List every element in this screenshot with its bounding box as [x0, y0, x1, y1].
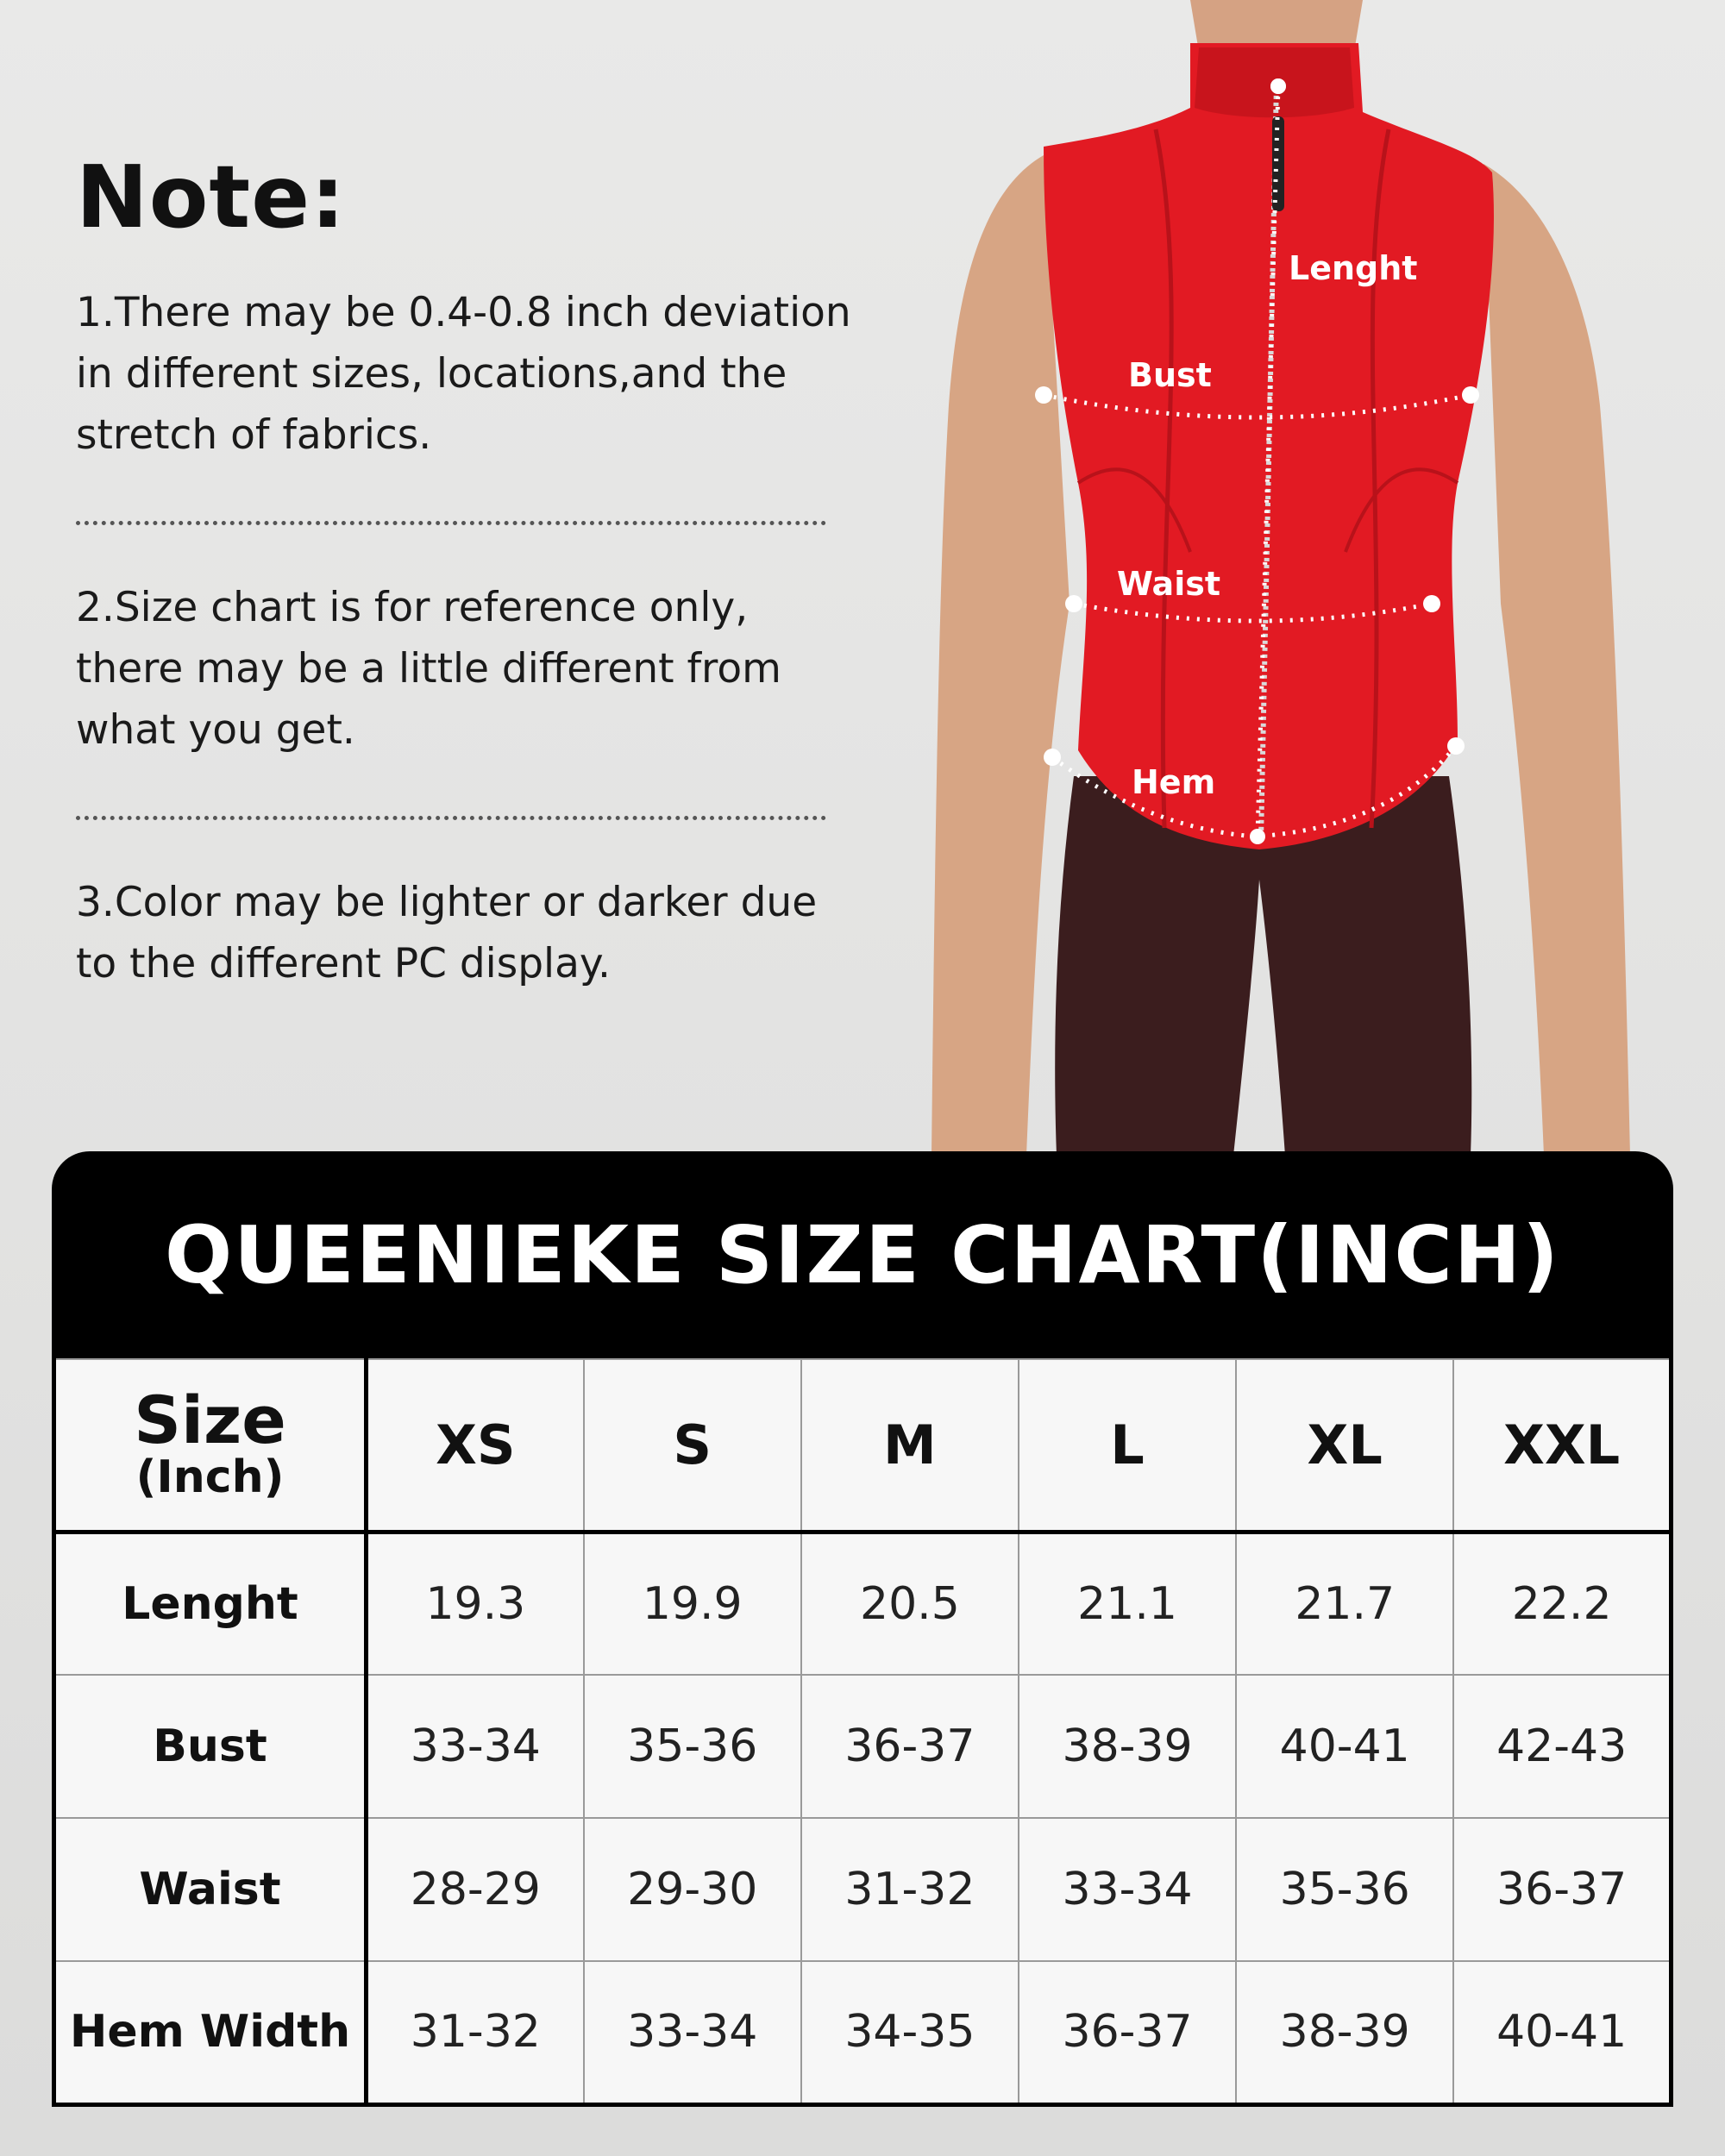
- table-row-waist: [54, 1818, 1672, 1961]
- table-cell: 35-36: [1236, 1818, 1453, 1961]
- note-divider: [76, 816, 826, 820]
- table-cell: 31-32: [801, 1818, 1019, 1961]
- table-cell: 29-30: [584, 1818, 801, 1961]
- length-dot: [1270, 78, 1286, 94]
- size-corner-sub: (Inch): [135, 1451, 285, 1504]
- table-cell: 38-39: [1019, 1675, 1236, 1818]
- table-cell: 21.1: [1019, 1532, 1236, 1675]
- table-cell: 20.5: [801, 1532, 1019, 1675]
- size-table: [52, 1358, 1673, 2107]
- size-column-header: M: [801, 1359, 1019, 1532]
- table-row-bust: [54, 1675, 1672, 1818]
- size-column-header: XS: [367, 1359, 584, 1532]
- size-corner-cell: [54, 1359, 367, 1532]
- model-figure: [906, 0, 1725, 1156]
- left-arm: [932, 155, 1070, 1156]
- table-cell: 35-36: [584, 1675, 801, 1818]
- table-cell: 33-34: [367, 1675, 584, 1818]
- table-cell: 28-29: [367, 1818, 584, 1961]
- note-title: Note:: [76, 147, 347, 248]
- bust-dot: [1035, 386, 1052, 404]
- size-column-header: XL: [1236, 1359, 1453, 1532]
- hem-dot: [1044, 749, 1061, 766]
- waist-dot: [1065, 595, 1082, 612]
- row-label: Hem Width: [54, 1961, 367, 2104]
- size-column-header: L: [1019, 1359, 1236, 1532]
- table-cell: 36-37: [1019, 1961, 1236, 2104]
- hem-dot: [1447, 737, 1465, 755]
- bust-label: Bust: [1128, 356, 1212, 394]
- size-chart-title: QUEENIEKE SIZE CHART(INCH): [165, 1208, 1560, 1301]
- bust-dot: [1462, 386, 1479, 404]
- note-item-1: 1.There may be 0.4-0.8 inch deviation in different sizes, locations,and the stretch of fabrics.: [76, 289, 851, 459]
- waist-dot: [1423, 595, 1440, 612]
- table-cell: 40-41: [1236, 1675, 1453, 1818]
- table-header-row: [54, 1359, 1672, 1532]
- table-row-hem-width: [54, 1961, 1672, 2104]
- row-label: Waist: [54, 1818, 367, 1961]
- table-cell: 38-39: [1236, 1961, 1453, 2104]
- size-column-header: S: [584, 1359, 801, 1532]
- table-cell: 36-37: [801, 1675, 1019, 1818]
- size-corner-main: Size: [134, 1382, 286, 1459]
- table-cell: 42-43: [1453, 1675, 1671, 1818]
- size-chart: [52, 1151, 1673, 2104]
- note-item-2: 2.Size chart is for reference only, there may be a little different from what you get.: [76, 584, 781, 754]
- table-cell: 34-35: [801, 1961, 1019, 2104]
- table-cell: 36-37: [1453, 1818, 1671, 1961]
- table-cell: 19.9: [584, 1532, 801, 1675]
- size-chart-header: [52, 1151, 1673, 1358]
- size-column-header: XXL: [1453, 1359, 1671, 1532]
- table-cell: 40-41: [1453, 1961, 1671, 2104]
- length-label: Lenght: [1289, 249, 1418, 287]
- row-label: Bust: [54, 1675, 367, 1818]
- notes-panel: [76, 147, 852, 994]
- table-cell: 33-34: [584, 1961, 801, 2104]
- table-cell: 33-34: [1019, 1818, 1236, 1961]
- note-item-3: 3.Color may be lighter or darker due to the different PC display.: [76, 879, 818, 987]
- table-cell: 31-32: [367, 1961, 584, 2104]
- table-cell: 21.7: [1236, 1532, 1453, 1675]
- zipper-tab: [1272, 116, 1284, 211]
- table-cell: 22.2: [1453, 1532, 1671, 1675]
- model-illustration: [906, 0, 1725, 1156]
- hem-label: Hem: [1132, 763, 1216, 801]
- right-arm: [1484, 164, 1630, 1156]
- table-row-length: [54, 1532, 1672, 1675]
- note-divider: [76, 521, 826, 525]
- vest: [1044, 43, 1494, 849]
- row-label: Lenght: [54, 1532, 367, 1675]
- table-cell: 19.3: [367, 1532, 584, 1675]
- waist-label: Waist: [1117, 565, 1221, 603]
